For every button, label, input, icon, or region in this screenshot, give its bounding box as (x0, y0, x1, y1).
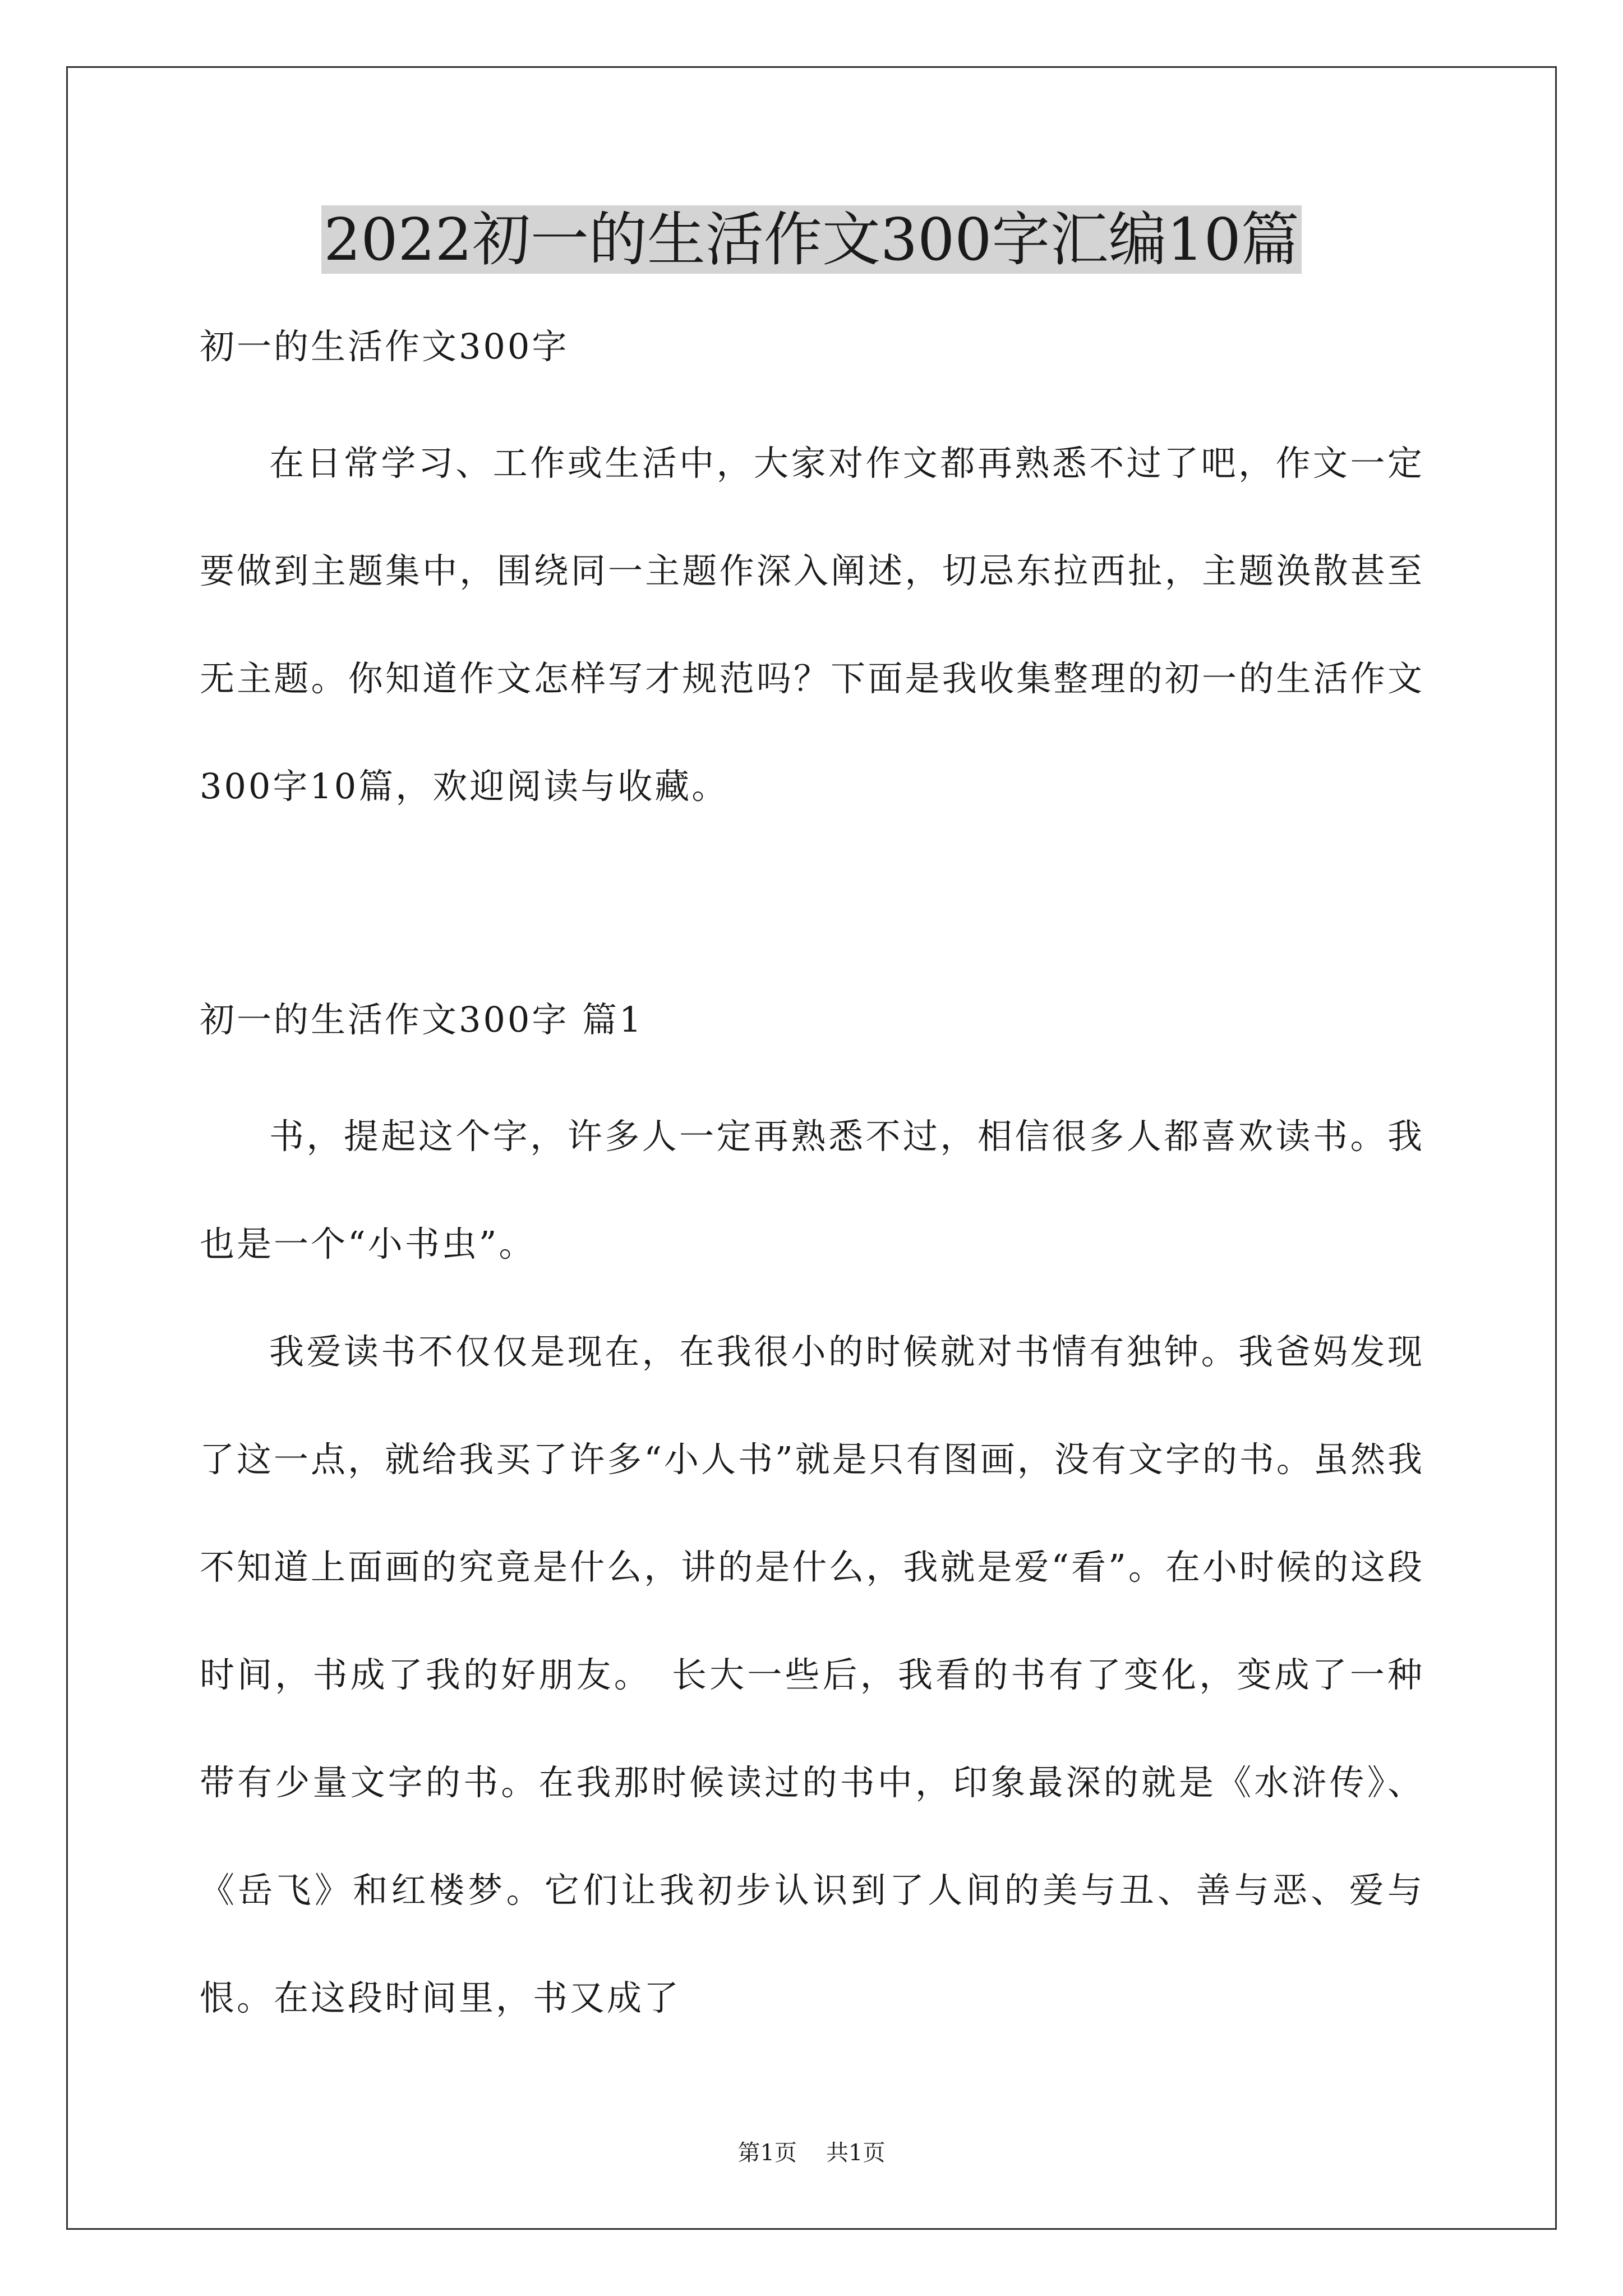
section-1-paragraph-1: 书，提起这个字，许多人一定再熟悉不过，相信很多人都喜欢读书。我也是一个“小书虫”。 (200, 1116, 1424, 1264)
page-footer (0, 2136, 1623, 2170)
section-1-heading: 初一的生活作文300字 篇1 (200, 999, 644, 1040)
document-title-text: 2022初一的生活作文300字汇编10篇 (321, 205, 1302, 274)
section-1-paragraph-2: 我爱读书不仅仅是现在，在我很小的时候就对书情有独钟。我爸妈发现了这一点，就给我买了许多“小人书”就是只有图画，没有文字的书。虽然我不知道上面画的究竟是什么，讲的是什么，我就是爱“看”。在小时候的这段时间，书成了我的好朋友。 长大一些后，我看的书有了变化，变成了一种带有少量文字的书。在我那时候读过的书中，印象最深的就是《水浒传》、《岳飞》和红楼梦。它们让我初步认识到了人间的美与丑、善与恶、爱与恨。在这段时间里，书又成了 (200, 1331, 1424, 2018)
page-total: 共1页 (826, 2140, 886, 2166)
intro-paragraph: 在日常学习、工作或生活中，大家对作文都再熟悉不过了吧，作文一定要做到主题集中，围绕同一主题作深入阐述，切忌东拉西扯，主题涣散甚至无主题。你知道作文怎样写才规范吗？下面是我收集整理的初一的生活作文300字10篇，欢迎阅读与收藏。 (200, 443, 1424, 807)
document-title (0, 197, 1623, 282)
intro-heading: 初一的生活作文300字 (200, 326, 569, 367)
page-number: 第1页 (737, 2140, 797, 2166)
